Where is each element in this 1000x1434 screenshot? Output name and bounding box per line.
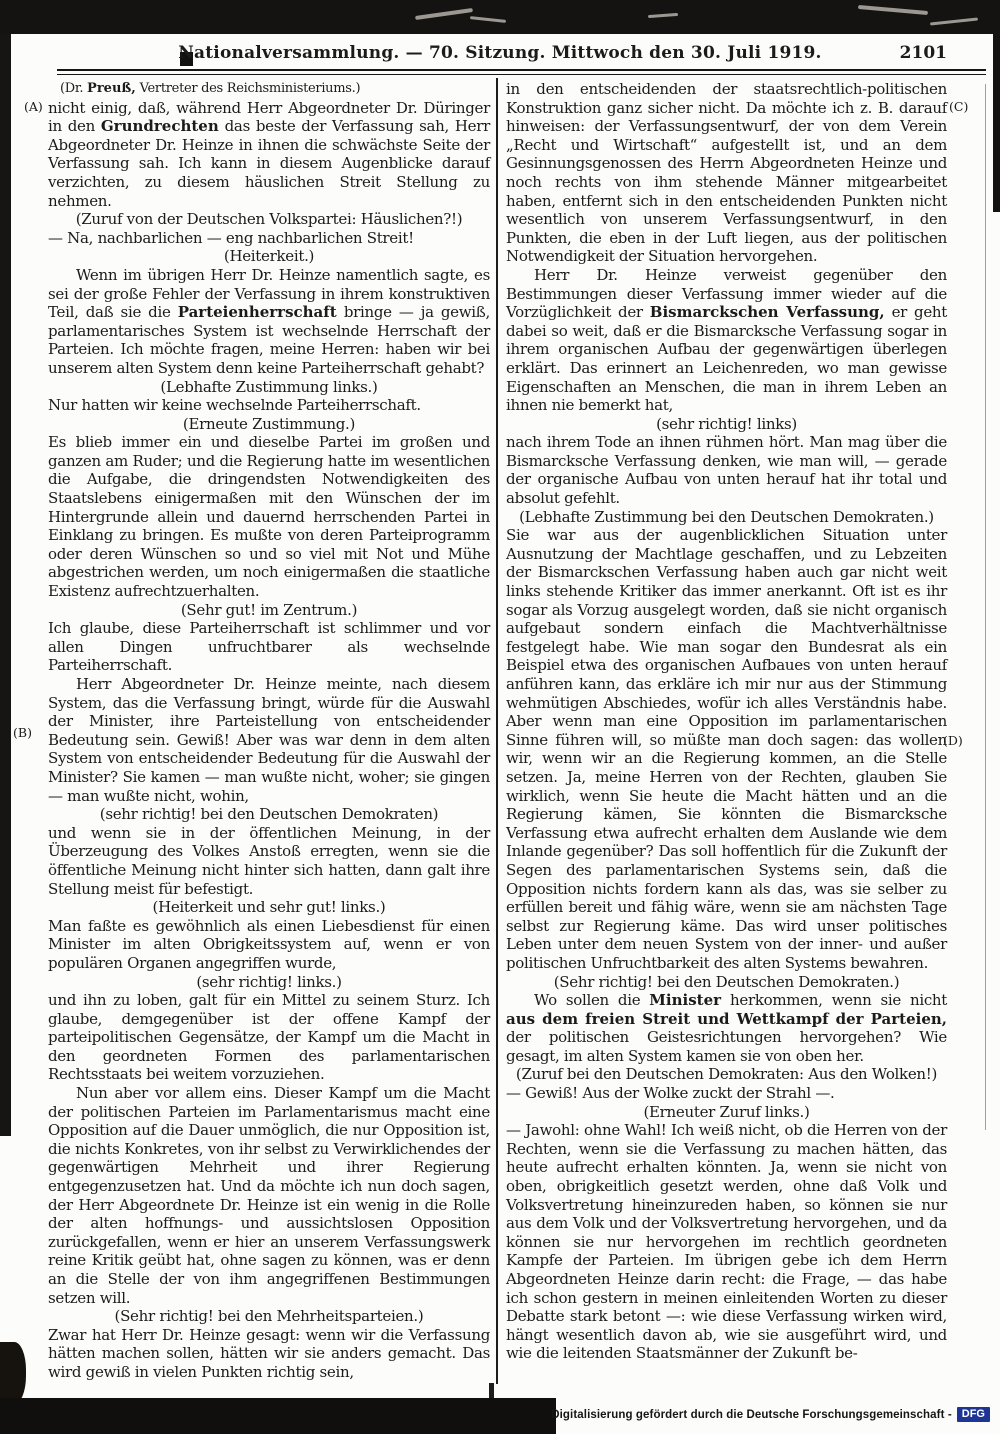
- stage-direction: (Erneuter Zuruf links.): [643, 1102, 810, 1121]
- margin-marker-d: (D): [943, 733, 963, 748]
- scan-fold-line: [985, 84, 986, 1130]
- digitization-credit: Digitalisierung gefördert durch die Deutsche Forschungsgemeinschaft -: [551, 1408, 952, 1421]
- digitization-footer: [551, 1407, 990, 1422]
- paragraph: Sie war aus der augenblicklichen Situation unter Ausnutzung der Machtlage geschaffen, und zu Lebzeiten der Bismarckschen Verfassung haben auch gar nicht weit links stehende Kritiker das immer anerkannt. Oft ist es ihr sogar als Vorzug ausgelegt worden, daß sie nicht organisch aufgebaut sondern einfach die Machtverhältnisse festgelegt habe. Wie man sogar den Bundesrat als ein Beispiel etwa des organischen Aufbaues von unten herauf anführen kann, das erkläre ich mir nur aus der Stimmung wehmütigen Abschiedes, wofür ich alles Verständnis habe. Aber wenn man eine Opposition im parlamentarischen Sinne führen will, so müßte man doch sagen: das wollen wir, wenn wir an die Regierung kommen, an die Stelle setzen. Ja, meine Herren von der Rechten, glauben Sie wirklich, wenn Sie heute die Macht hätten und an die Regierung kämen, Sie könnten die Bismarcksche Verfassung etwa aufrecht erhalten dem Auslande wie dem Inlande gegenüber? Das soll hoffentlich für die Zukunft der Segen des parlamentarischen Systems sein, daß die Opposition nichts fordern kann als das, was sie selber zu erfüllen bereit und fähig wäre, wenn sie am nächsten Tage selbst zur Regierung käme. Das wird unser politisches Leben unter dem neuen System von der inner- und außer politischen Unfruchtbarkeit des alten Systems bewahren.: [506, 526, 947, 972]
- paragraph: Herr Dr. Heinze verweist gegenüber den Bestimmungen dieser Verfassung immer wieder auf die Vorzüglichkeit der Bismarckschen Verfassung, er geht dabei so weit, daß er die Bismarcksche Verfassung sogar in ihrem organischen Aufbau der gegenwärtigen überlegen erklärt. Das erinnert an Leichenreden, wo man gewisse Eigenschaften an Menschen, die man in ihrem Leben an ihnen nie bemerkt hat,: [506, 265, 947, 415]
- stage-direction: (Sehr gut! im Zentrum.): [180, 600, 358, 619]
- header-double-rule: [57, 69, 986, 75]
- stage-direction: (Heiterkeit.): [223, 247, 315, 266]
- paragraph: (Dr. Preuß, Vertreter des Reichsministeriums.): [60, 81, 361, 96]
- paragraph: nicht einig, daß, während Herr Abgeordneter Dr. Düringer in den Grundrechten das beste der Verfassung sah, Herr Abgeordneter Dr. Heinze in ihnen die schwächste Seite der Verfassung sah. Ich kann in diesem Augenblicke darauf verzichten, zu diesem häuslichen Streit Stellung zu nehmen.: [48, 98, 490, 210]
- paragraph: Ich glaube, diese Parteiherrschaft ist schlimmer und vor allen Dingen unfruchtbarer als wechselnde Parteiherrschaft.: [48, 619, 490, 675]
- scan-scratch: [648, 13, 678, 18]
- scan-mark-bottom-center: [489, 1383, 494, 1398]
- margin-marker-b: (B): [13, 725, 32, 740]
- scan-edge-bottom: [0, 1398, 556, 1434]
- left-column: [48, 80, 490, 1382]
- scan-edge-right: [993, 0, 1000, 212]
- stage-direction: (Zuruf bei den Deutschen Demokraten: Aus den Wolken!): [515, 1065, 938, 1084]
- paragraph: Wo sollen die Minister herkommen, wenn sie nicht aus dem freien Streit und Wettkampf der Parteien, der politischen Geistesrichtungen hervorgehen? Wie gesagt, im alten System kamen sie von oben her.: [506, 991, 948, 1065]
- stage-direction: (Sehr richtig! bei den Deutschen Demokraten.): [553, 972, 900, 991]
- page-title: Nationalversammlung. — 70. Sitzung. Mittwoch den 30. Juli 1919.: [178, 43, 822, 63]
- paragraph: — Gewiß! Aus der Wolke zuckt der Strahl —.: [506, 1084, 835, 1103]
- column-divider-rule: [496, 78, 498, 1384]
- scan-edge-top: [0, 0, 1000, 34]
- scan-blot-bottom-left: [0, 1342, 26, 1404]
- stage-direction: (Zuruf von der Deutschen Volkspartei: Häuslichen?!): [75, 210, 463, 229]
- page-number: 2101: [899, 43, 947, 63]
- scan-scratch: [930, 17, 978, 25]
- stage-direction: (Heiterkeit und sehr gut! links.): [152, 898, 386, 917]
- scan-scratch: [470, 16, 506, 23]
- paragraph: Nun aber vor allem eins. Dieser Kampf um die Macht der politischen Parteien im Parlamentarismus macht eine Opposition auf die Dauer unmöglich, die nur Opposition ist, die nichts Konkretes, von ihr selbst zu Verwirklichendes der gegenwärtigen Mehrheit und ihrer Regierung entgegenzusetzen hat. Und da möchte ich nun doch sagen, der Herr Abgeordnete Dr. Heinze ist ein wenig in die Rolle der alten hoffnungs- und aussichtslosen Opposition zurückgefallen, wenn er hier an unserem Verfassungswerk reine Kritik geübt hat, ohne sagen zu können, was er denn an die Stelle der von ihm angegriffenen Bestimmungen setzen will.: [48, 1084, 490, 1307]
- stage-direction: (Sehr richtig! bei den Mehrheitsparteien.): [114, 1307, 424, 1326]
- paragraph: und ihn zu loben, galt für ein Mittel zu seinem Sturz. Ich glaube, demgegenüber ist der offene Kampf der parteipolitischen Gegensätze, der Kampf um die Macht in den geordneten Formen des parlamentarischen Rechtsstaats bei weitem vorzuziehen.: [48, 991, 490, 1084]
- scan-scratch: [415, 8, 473, 20]
- paragraph: — Na, nachbarlichen — eng nachbarlichen Streit!: [48, 228, 414, 247]
- paragraph: Man faßte es gewöhnlich als einen Liebesdienst für einen Minister im alten Obrigkeitssystem auf, wenn er von populären Organen angegriffen wurde,: [48, 916, 490, 972]
- margin-marker-c: (C): [949, 99, 969, 114]
- paragraph: — Jawohl: ohne Wahl! Ich weiß nicht, ob die Herren von der Rechten, wenn sie die Verfassung zu machen hätten, das heute aufrecht erhalten könnten. Ja, wenn sie nicht von oben, obrigkeitlich gesetzt werden, ohne daß Volk und Volksvertretung hineinzureden haben, so können sie nur aus dem Volk und der Volksvertretung hervorgehen, und da können sie nur hervorgehen im rechtlich geordneten Kampfe der Parteien. Im übrigen gebe ich dem Herrn Abgeordneten Heinze darin recht: die Frage, — das habe ich schon gestern in meinen einleitenden Worten zu dieser Debatte stark betont —: wie diese Verfassung wirken wird, hängt wesentlich davon ab, wie sie ausgeführt wird, und wie die leitenden Staatsmänner der Zukunft be-: [506, 1121, 947, 1363]
- paragraph: Nur hatten wir keine wechselnde Parteiherrschaft.: [48, 396, 421, 415]
- stage-direction: (sehr richtig! links): [656, 414, 797, 433]
- paragraph: nach ihrem Tode an ihnen rühmen hört. Man mag über die Bismarcksche Verfassung denken, wie man will, — gerade der organische Aufbau von unten herauf hat ihr total und absolut gefehlt.: [506, 433, 947, 508]
- stage-direction: (Lebhafte Zustimmung links.): [160, 377, 378, 396]
- stage-direction: (Lebhafte Zustimmung bei den Deutschen Demokraten.): [519, 507, 934, 526]
- scan-edge-left: [0, 34, 11, 1136]
- paragraph: Herr Abgeordneter Dr. Heinze meinte, nach diesem System, das die Verfassung bringt, würde für die Auswahl der Minister, ihre Parteistellung von entscheidender Bedeutung sein. Gewiß! Aber was war denn in dem alten System von entscheidender Bedeutung für die Auswahl der Minister? Sie kamen — man wußte nicht, woher; sie gingen — man wußte nicht, wohin,: [48, 675, 490, 805]
- dfg-logo: DFG: [957, 1407, 990, 1422]
- margin-marker-a: (A): [24, 99, 43, 114]
- paragraph: Es blieb immer ein und dieselbe Partei im großen und ganzen am Ruder; und die Regierung hatte im wesentlichen die Aufgabe, die dringendsten Notwendigkeiten des Staatslebens einigermaßen mit den Wünschen der im Hintergrunde allein und dauernd herrschenden Partei in Einklang zu bringen. Es mußte von deren Parteiprogramm oder deren Wünschen so und so viel mit Not und Mühe abgestrichen werden, um noch einigermaßen die staatliche Existenz aufrechtzuerhalten.: [48, 433, 490, 601]
- paragraph: Wenn im übrigen Herr Dr. Heinze namentlich sagte, es sei der große Fehler der Verfassung in ihrem konstruktiven Teil, daß sie die Parteienherrschaft bringe — ja gewiß, parlamentarisches System ist wechselnde Herrschaft der Parteien. Ich möchte fragen, meine Herren: haben wir bei unserem alten System denn keine Parteiherrschaft gehabt?: [48, 265, 490, 377]
- stage-direction: (Erneute Zustimmung.): [182, 414, 356, 433]
- paragraph: und wenn sie in der öffentlichen Meinung, in der Überzeugung des Volkes Anstoß erregten, wenn sie die öffentliche Meinung nicht hinter sich hatten, dann galt ihre Stellung meist für befestigt.: [48, 823, 490, 898]
- paragraph: in den entscheidenden der staatsrechtlich-politischen Konstruktion ganz sicher nicht. Da möchte ich z. B. darauf hinweisen: der Verfassungsentwurf, der von dem Verein „Recht und Wirtschaft“ aufgestellt ist, und an dem Gesinnungsgenossen des Herrn Abgeordneten Heinze und noch rechts von ihm stehende Männer mitgearbeitet haben, entfernt sich in den entscheidenden Punkten nicht wesentlich von unserem Verfassungsentwurf, in den Punkten, die eben in der Luft liegen, aus der politischen Notwendigkeit der Situation hervorgehen.: [506, 80, 947, 266]
- paragraph: Zwar hat Herr Dr. Heinze gesagt: wenn wir die Verfassung hätten machen sollen, hätten wir sie anders gemacht. Das wird gewiß in vielen Punkten richtig sein,: [48, 1325, 490, 1381]
- right-column: [506, 80, 947, 1363]
- scan-scratch: [858, 5, 928, 15]
- stage-direction: (sehr richtig! bei den Deutschen Demokraten): [99, 805, 439, 824]
- stage-direction: (sehr richtig! links.): [196, 972, 342, 991]
